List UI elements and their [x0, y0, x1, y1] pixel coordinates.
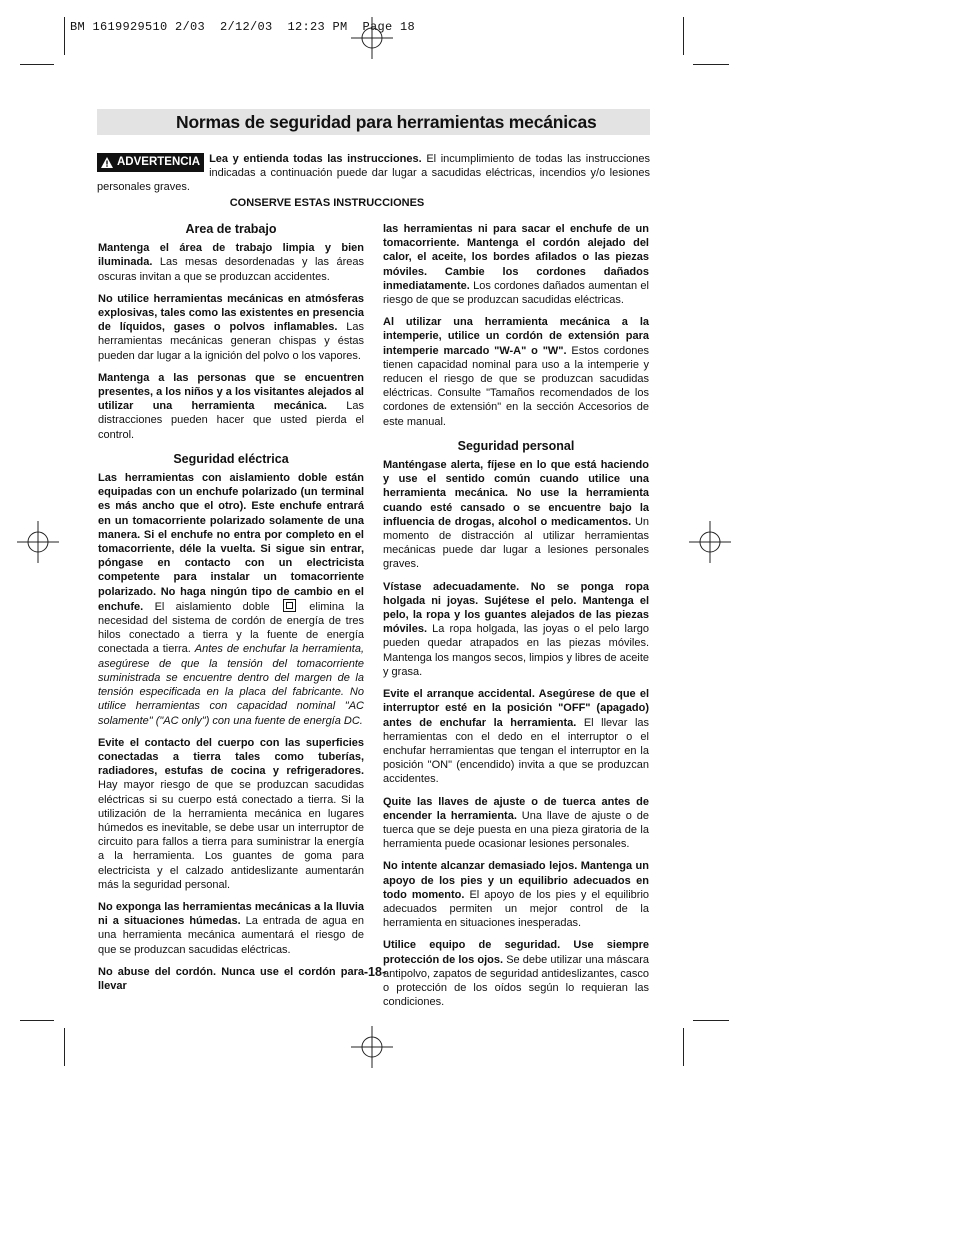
page-title: Normas de seguridad para herramientas mecánicas: [176, 112, 597, 132]
crop-mark-tl-v: [64, 17, 65, 55]
body-text: El llevar las herramientas con el dedo en el interruptor o el enchufar herramientas que tengan el interruptor en la posición "ON" (encendido) invita a que se produzcan accidentes.: [383, 716, 650, 786]
body-text: Estos cordones tienen capacidad nominal para uso a la intemperie y reducen el riesgo de que se produzcan sacudidas eléctricas. Consulte "Tamaños recomendados de los cordones de extensión" en la sección Accesorios de este manual.: [383, 344, 649, 428]
body-text: Las herramientas mecánicas generan chispas y éstas pueden dar lugar a la ignición del polvo o los vapores.: [98, 321, 364, 362]
paragraph: [98, 371, 364, 442]
printer-slug: BM 1619929510 2/03 2/12/03 12:23 PM Page 18: [70, 20, 416, 34]
title-bar: [97, 109, 650, 135]
paragraph: [383, 580, 649, 679]
body-text: Hay mayor riesgo de que se produzcan sacudidas eléctricas si su cuerpo está conectado a tierra. Si la utilización de la herramienta mecánica en lugares húmedos es inevitable, se debe usar un interruptor de circuito para fallos a tierra para suministrar la energía a la herramienta. Los guantes de goma para electricista y el calzado antideslizante aumentarán más la seguridad personal.: [98, 779, 364, 891]
warning-triangle-icon: [101, 157, 113, 168]
body-text: El aislamiento doble: [143, 600, 281, 613]
body-text: Una llave de ajuste o de tuerca que se deje puesta en una pieza giratoria de la herramienta puede ocasionar lesiones personales.: [383, 809, 649, 851]
warning-lead: Lea y entienda todas las instrucciones.: [209, 153, 422, 165]
registration-mark-right: [689, 521, 731, 563]
crop-mark-br-v: [683, 1028, 684, 1066]
bold-lead: Utilice equipo de seguridad. Use siempre protección de los ojos.: [383, 939, 649, 966]
italic-text: Antes de enchufar la herramienta, asegúrese de que la tensión del tomacorriente suministrada se encuentre dentro del margen de la tensión especificada en la placa del fabricante. No utilice herramientas con capacidad nominal "AC solamente" ("AC only") con una fuente de energía DC.: [98, 643, 364, 727]
double-insulation-icon: [283, 599, 296, 612]
paragraph: [98, 471, 364, 728]
left-column: [98, 222, 364, 993]
electric-heading: Seguridad eléctrica: [173, 451, 289, 466]
paragraph: [383, 458, 649, 572]
body-text: Los cordones dañados aumentan el riesgo de que se produzcan sacudidas eléctricas.: [383, 279, 649, 307]
body-text: El apoyo de los pies y el equilibrio adecuados permiten un mejor control de la herramienta en situaciones inesperadas.: [383, 888, 650, 930]
right-column: [383, 222, 649, 1017]
crop-mark-tr-h: [693, 64, 729, 65]
paragraph: [383, 687, 649, 786]
bold-lead: Mantenga el área de trabajo limpia y bien iluminada.: [98, 242, 364, 269]
crop-mark-bl-v: [64, 1028, 65, 1066]
bold-lead: No utilice herramientas mecánicas en atmósferas explosivas, tales como las existentes en presencia de líquidos, gases o polvos inflamables.: [98, 292, 364, 334]
paragraph: [383, 859, 649, 930]
crop-mark-tr-v: [683, 17, 684, 55]
bold-lead: Al utilizar una herramienta mecánica a la intemperie, utilice un cordón de extensión para intemperie marcado "W-A" o "W".: [383, 316, 649, 357]
registration-mark-top: [351, 17, 393, 59]
paragraph: [383, 795, 649, 852]
page-number: -18-: [363, 965, 387, 979]
paragraph: [383, 315, 649, 429]
warning-body: El incumplimiento de todas las instrucciones indicadas a continuación puede dar lugar a sacudidas eléctricas, incendios y/o lesiones personales graves.: [97, 153, 650, 193]
crop-mark-br-h: [693, 1020, 729, 1021]
warning-badge: [97, 153, 204, 172]
bold-lead: las herramientas ni para sacar el enchufe de un tomacorriente. Mantenga el cordón alejado del calor, el aceite, los bordes afilados o las piezas móviles. Cambie los cordones dañados inmediatamente.: [383, 223, 649, 292]
paragraph: [98, 900, 364, 957]
body-text: Las mesas desordenadas y las áreas oscuras invitan a que se produzcan accidentes.: [98, 256, 364, 283]
bold-lead: No exponga las herramientas mecánicas a la lluvia ni a situaciones húmedas.: [98, 900, 364, 928]
paragraph: [383, 938, 649, 1009]
paragraph: [98, 736, 364, 892]
body-text: Un momento de distracción al utilizar herramientas mecánicas puede dar lugar a lesiones personales graves.: [383, 515, 650, 571]
paragraph: [98, 292, 364, 363]
body-text: La ropa holgada, las joyas o el pelo largo pueden quedar atrapados en las piezas móviles. Mantenga los mangos secos, limpios y libres de aceite y grasa.: [383, 623, 649, 678]
body-text: Las distracciones pueden hacer que usted pierda el control.: [98, 400, 364, 441]
bold-lead: No abuse del cordón. Nunca use el cordón para llevar: [98, 965, 364, 992]
body-text: La entrada de agua en una herramienta mecánica aumentará el riesgo de que se produzcan sacudidas eléctricas.: [98, 915, 364, 956]
bold-lead: Evite el contacto del cuerpo con las superficies conectadas a tierra tales como tuberías, radiadores, estufas de cocina y refrigeradores.: [98, 736, 364, 778]
conserve-instructions: CONSERVE ESTAS INSTRUCCIONES: [229, 197, 425, 209]
personal-heading: Seguridad personal: [457, 438, 575, 453]
registration-mark-left: [17, 521, 59, 563]
bold-lead: No intente alcanzar demasiado lejos. Mantenga un apoyo de los pies y un equilibrio adecuados en todo momento.: [383, 860, 649, 901]
bold-lead: Mantenga a las personas que se encuentren presentes, a los niños y a los visitantes alejados al utilizar una herramienta mecánica.: [98, 371, 364, 413]
crop-mark-bl-h: [20, 1020, 54, 1021]
bold-lead: Vístase adecuadamente. No se ponga ropa holgada ni joyas. Sujétese el pelo. Mantenga el pelo, la ropa y los guantes alejados de las piezas móviles.: [383, 580, 649, 636]
paragraph: [383, 222, 649, 307]
registration-mark-bottom: [351, 1026, 393, 1068]
body-text: Se debe utilizar una máscara antipolvo, zapatos de seguridad antideslizantes, casco o protección de los oídos según lo requieran las condiciones.: [383, 953, 650, 1009]
body-text: elimina la necesidad del sistema de cordón de energía de tres hilos conectado a tierra y la fuente de energía conectada a tierra.: [98, 600, 365, 656]
warning-block: [97, 152, 650, 194]
bold-lead: Quite las llaves de ajuste o de tuerca antes de encender la herramienta.: [383, 795, 649, 822]
paragraph: [98, 241, 364, 284]
bold-lead: Las herramientas con aislamiento doble están equipadas con un enchufe polarizado (un terminal es más ancho que el otro). Este enchufe entrará en un tomacorriente polarizado solamente de una manera. Si el enchufe no entra por completo en el tomacorriente, déle la vuelta. Si sigue sin entrar, póngase en contacto con un electricista competente para instalar un tomacorriente polarizado. No haga ningún tipo de cambio en el enchufe.: [98, 472, 364, 613]
warning-badge-label: ADVERTENCIA: [117, 156, 201, 168]
paragraph: [98, 965, 364, 993]
crop-mark-tl-h: [20, 64, 54, 65]
work-area-heading: Area de trabajo: [185, 222, 277, 236]
bold-lead: Evite el arranque accidental. Asegúrese de que el interruptor esté en la posición "OFF" (apagado) antes de enchufar la herramienta.: [383, 688, 649, 729]
bold-lead: Manténgase alerta, fíjese en lo que está haciendo y use el sentido común cuando utilice una herramienta mecánica. No use la herramienta cuando esté cansado o se encuentre bajo la influencia de drogas, alcohol o medicamentos.: [383, 459, 649, 528]
